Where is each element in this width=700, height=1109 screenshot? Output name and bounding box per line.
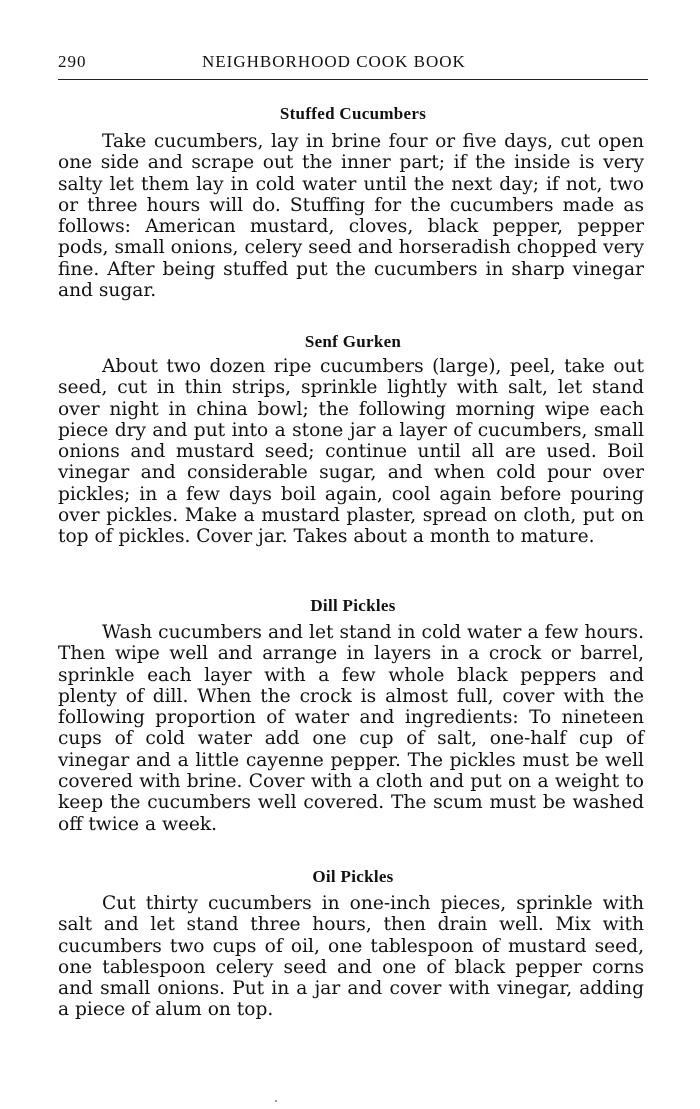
recipe-title-dill-pickles: Dill Pickles bbox=[310, 596, 396, 615]
print-speck bbox=[275, 1100, 277, 1102]
recipe-body-senf-gurken: About two dozen ripe cucumbers (large), peel, take out seed, cut in thin strips, sprinkle lightly with salt, let stand over night in china bowl; the following morning wipe each piece dry and put into a stone jar a layer of cucumbers, small onions and mustard seed; continue until all are used. Boil vinegar and considerable sugar, and when cold pour over pickles; in a few days boil again, cool again before pouring over pickles. Make a mustard plaster, spread on cloth, put on top of pickles. Cover jar. Takes about a month to mature. bbox=[58, 356, 644, 548]
recipe-body-oil-pickles: Cut thirty cucumbers in one-inch pieces, sprinkle with salt and let stand three hours, then drain well. Mix with cucumbers two cups of oil, one tablespoon of mustard seed, one tablespoon celery seed and one of black pepper corns and small onions. Put in a jar and cover with vinegar, adding a piece of alum on top. bbox=[58, 893, 644, 1021]
recipe-title-senf-gurken: Senf Gurken bbox=[304, 332, 402, 351]
page-number: 290 bbox=[58, 52, 87, 71]
header-rule bbox=[58, 79, 648, 80]
recipe-body-dill-pickles: Wash cucumbers and let stand in cold water a few hours. Then wipe well and arrange in layers in a crock or barrel, sprinkle each layer with a few whole black peppers and plenty of dill. When the crock is almost full, cover with the following proportion of water and ingredients: To nineteen cups of cold water add one cup of salt, one-half cup of vinegar and a little cayenne pepper. The pickles must be well covered with brine. Cover with a cloth and put on a weight to keep the cucumbers well covered. The scum must be washed off twice a week. bbox=[58, 622, 644, 835]
recipe-title-oil-pickles: Oil Pickles bbox=[312, 867, 394, 886]
recipe-title-stuffed-cucumbers: Stuffed Cucumbers bbox=[279, 104, 427, 123]
page-header bbox=[58, 52, 648, 78]
recipe-body-stuffed-cucumbers: Take cucumbers, lay in brine four or five days, cut open one side and scrape out the inner part; if the inside is very salty let them lay in cold water until the next day; if not, two or three hours will do. Stuffing for the cucumbers made as follows: American mustard, cloves, black pepper, pepper pods, small onions, celery seed and horseradish chopped very fine. After being stuffed put the cucumbers in sharp vinegar and sugar. bbox=[58, 131, 644, 302]
running-title: NEIGHBORHOOD COOK BOOK bbox=[202, 52, 466, 71]
